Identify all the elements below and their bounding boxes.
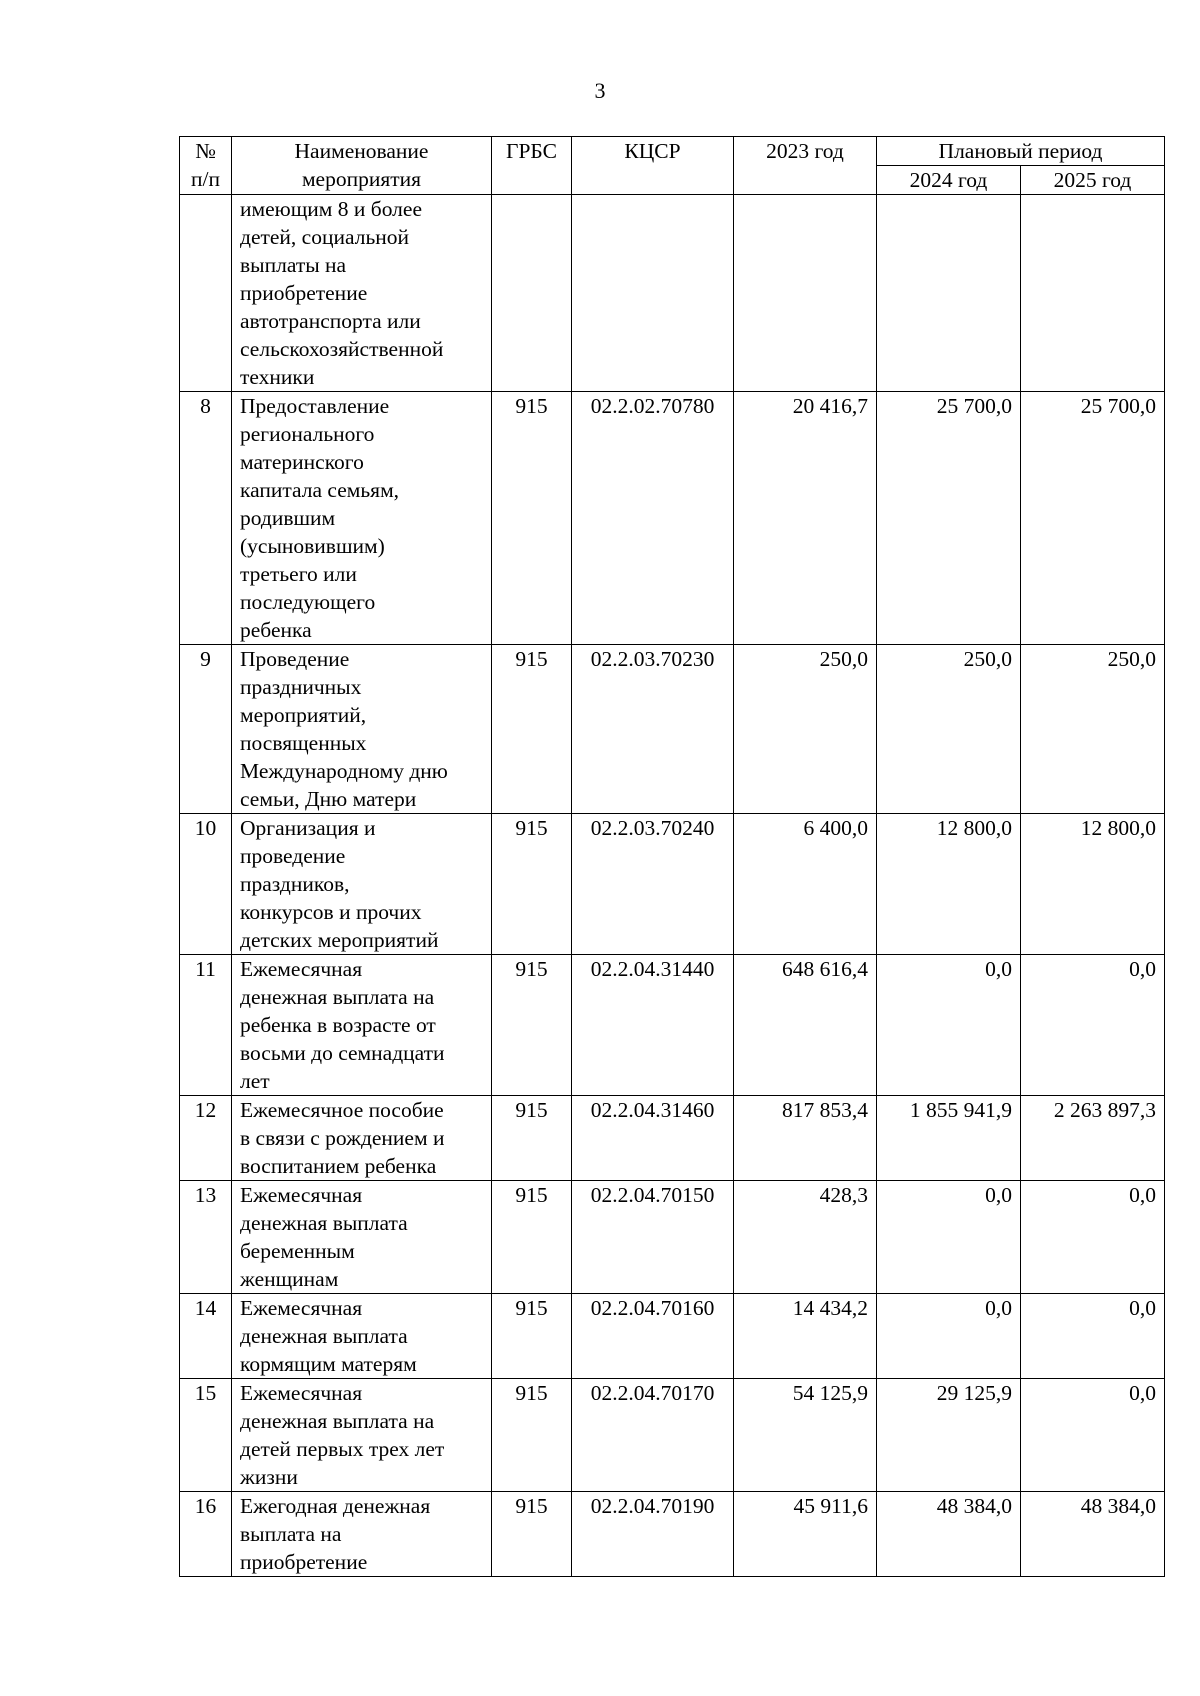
row-name-line: Международному дню bbox=[240, 759, 448, 783]
table-row bbox=[180, 195, 1165, 392]
row-value-2023: 6 400,0 bbox=[734, 814, 877, 955]
row-name-line: денежная выплата bbox=[240, 1211, 408, 1235]
page-number: 3 bbox=[594, 78, 606, 103]
row-name-line: ребенка в возрасте от bbox=[240, 1013, 436, 1037]
header-2025: 2025 год bbox=[1021, 166, 1165, 195]
row-name-line: жизни bbox=[240, 1465, 298, 1489]
row-number: 10 bbox=[180, 814, 232, 955]
row-name bbox=[232, 645, 492, 814]
row-value-2023: 428,3 bbox=[734, 1181, 877, 1294]
header-kcsr: КЦСР bbox=[572, 137, 734, 195]
row-value-2023 bbox=[734, 195, 877, 392]
row-grbs: 915 bbox=[492, 645, 572, 814]
row-name-line: последующего bbox=[240, 590, 376, 614]
row-name-line: лет bbox=[240, 1069, 270, 1093]
row-kcsr: 02.2.04.31440 bbox=[572, 955, 734, 1096]
row-value-2024: 48 384,0 bbox=[877, 1492, 1021, 1577]
row-name-line: Ежемесячная bbox=[240, 1183, 363, 1207]
row-name-line: праздников, bbox=[240, 872, 350, 896]
row-grbs: 915 bbox=[492, 1379, 572, 1492]
row-name-line: детей, социальной bbox=[240, 225, 410, 249]
table-row bbox=[180, 645, 1165, 814]
row-value-2024: 0,0 bbox=[877, 955, 1021, 1096]
row-number: 12 bbox=[180, 1096, 232, 1181]
row-number: 14 bbox=[180, 1294, 232, 1379]
header-2024: 2024 год bbox=[877, 166, 1021, 195]
row-name-line: праздничных bbox=[240, 675, 362, 699]
row-name-line: денежная выплата на bbox=[240, 985, 435, 1009]
row-grbs: 915 bbox=[492, 392, 572, 645]
row-value-2023: 45 911,6 bbox=[734, 1492, 877, 1577]
row-name-line: в связи с рождением и bbox=[240, 1126, 445, 1150]
row-name-line: имеющим 8 и более bbox=[240, 197, 422, 221]
row-kcsr: 02.2.04.70150 bbox=[572, 1181, 734, 1294]
row-name bbox=[232, 195, 492, 392]
row-name-line: Ежемесячная bbox=[240, 1381, 363, 1405]
row-value-2023: 250,0 bbox=[734, 645, 877, 814]
row-value-2024: 250,0 bbox=[877, 645, 1021, 814]
row-value-2025 bbox=[1021, 195, 1165, 392]
table-row bbox=[180, 1096, 1165, 1181]
row-value-2024: 0,0 bbox=[877, 1181, 1021, 1294]
row-name-line: кормящим матерям bbox=[240, 1352, 417, 1376]
row-value-2025: 2 263 897,3 bbox=[1021, 1096, 1165, 1181]
row-value-2024: 29 125,9 bbox=[877, 1379, 1021, 1492]
row-name-line: техники bbox=[240, 365, 315, 389]
table-row bbox=[180, 1294, 1165, 1379]
row-grbs bbox=[492, 195, 572, 392]
row-value-2025: 0,0 bbox=[1021, 1294, 1165, 1379]
row-number: 11 bbox=[180, 955, 232, 1096]
row-value-2025: 0,0 bbox=[1021, 1181, 1165, 1294]
header-name: Наименование мероприятия bbox=[232, 137, 492, 195]
row-name bbox=[232, 1181, 492, 1294]
row-name-line: выплата на bbox=[240, 1522, 342, 1546]
row-value-2023: 817 853,4 bbox=[734, 1096, 877, 1181]
row-name-line: денежная выплата bbox=[240, 1324, 408, 1348]
row-name bbox=[232, 1492, 492, 1577]
row-number bbox=[180, 195, 232, 392]
row-value-2023: 14 434,2 bbox=[734, 1294, 877, 1379]
table-row bbox=[180, 955, 1165, 1096]
row-name-line: конкурсов и прочих bbox=[240, 900, 422, 924]
row-name-line: Организация и bbox=[240, 816, 376, 840]
row-number: 16 bbox=[180, 1492, 232, 1577]
budget-table bbox=[179, 136, 1165, 1577]
row-name-line: (усыновившим) bbox=[240, 534, 385, 558]
row-name-line: Ежемесячное пособие bbox=[240, 1098, 444, 1122]
row-name-line: выплаты на bbox=[240, 253, 347, 277]
row-name-line: Ежегодная денежная bbox=[240, 1494, 431, 1518]
row-value-2025: 0,0 bbox=[1021, 955, 1165, 1096]
row-name-line: сельскохозяйственной bbox=[240, 337, 444, 361]
row-name-line: восьми до семнадцати bbox=[240, 1041, 445, 1065]
row-name-line: третьего или bbox=[240, 562, 357, 586]
row-name-line: ребенка bbox=[240, 618, 312, 642]
row-value-2025: 0,0 bbox=[1021, 1379, 1165, 1492]
row-name-line: капитала семьям, bbox=[240, 478, 400, 502]
row-value-2023: 648 616,4 bbox=[734, 955, 877, 1096]
table-row bbox=[180, 1379, 1165, 1492]
row-number: 15 bbox=[180, 1379, 232, 1492]
row-name-line: детей первых трех лет bbox=[240, 1437, 445, 1461]
row-name-line: беременным bbox=[240, 1239, 355, 1263]
row-name-line: воспитанием ребенка bbox=[240, 1154, 437, 1178]
row-name-line: приобретение bbox=[240, 281, 368, 305]
row-value-2024: 1 855 941,9 bbox=[877, 1096, 1021, 1181]
row-value-2025: 48 384,0 bbox=[1021, 1492, 1165, 1577]
row-name bbox=[232, 1096, 492, 1181]
row-value-2025: 25 700,0 bbox=[1021, 392, 1165, 645]
header-num: № п/п bbox=[180, 137, 232, 195]
row-name-line: приобретение bbox=[240, 1550, 368, 1574]
row-value-2024 bbox=[877, 195, 1021, 392]
row-name-line: материнского bbox=[240, 450, 364, 474]
row-number: 9 bbox=[180, 645, 232, 814]
row-value-2024: 0,0 bbox=[877, 1294, 1021, 1379]
row-name bbox=[232, 1379, 492, 1492]
row-grbs: 915 bbox=[492, 1181, 572, 1294]
row-name-line: Проведение bbox=[240, 647, 350, 671]
row-name-line: семьи, Дню матери bbox=[240, 787, 417, 811]
table-row bbox=[180, 1181, 1165, 1294]
row-kcsr: 02.2.02.70780 bbox=[572, 392, 734, 645]
row-value-2023: 20 416,7 bbox=[734, 392, 877, 645]
row-kcsr: 02.2.04.70190 bbox=[572, 1492, 734, 1577]
table-row bbox=[180, 1492, 1165, 1577]
row-number: 13 bbox=[180, 1181, 232, 1294]
table-row bbox=[180, 392, 1165, 645]
row-grbs: 915 bbox=[492, 1096, 572, 1181]
row-value-2025: 12 800,0 bbox=[1021, 814, 1165, 955]
row-name-line: посвященных bbox=[240, 731, 367, 755]
row-number: 8 bbox=[180, 392, 232, 645]
row-value-2025: 250,0 bbox=[1021, 645, 1165, 814]
row-value-2024: 25 700,0 bbox=[877, 392, 1021, 645]
row-name-line: денежная выплата на bbox=[240, 1409, 435, 1433]
row-kcsr: 02.2.03.70230 bbox=[572, 645, 734, 814]
row-name bbox=[232, 814, 492, 955]
row-kcsr: 02.2.04.70160 bbox=[572, 1294, 734, 1379]
row-name bbox=[232, 1294, 492, 1379]
header-2023: 2023 год bbox=[734, 137, 877, 195]
row-kcsr: 02.2.04.31460 bbox=[572, 1096, 734, 1181]
row-name-line: родившим bbox=[240, 506, 336, 530]
row-name-line: Предоставление bbox=[240, 394, 390, 418]
row-name-line: автотранспорта или bbox=[240, 309, 421, 333]
header-grbs: ГРБС bbox=[492, 137, 572, 195]
row-grbs: 915 bbox=[492, 955, 572, 1096]
row-name-line: женщинам bbox=[240, 1267, 339, 1291]
row-kcsr: 02.2.03.70240 bbox=[572, 814, 734, 955]
header-plan-period: Плановый период bbox=[877, 137, 1165, 166]
table-row bbox=[180, 814, 1165, 955]
row-name-line: детских мероприятий bbox=[240, 928, 439, 952]
row-name-line: Ежемесячная bbox=[240, 1296, 363, 1320]
row-grbs: 915 bbox=[492, 814, 572, 955]
row-grbs: 915 bbox=[492, 1492, 572, 1577]
row-name bbox=[232, 392, 492, 645]
row-name bbox=[232, 955, 492, 1096]
row-name-line: регионального bbox=[240, 422, 375, 446]
row-kcsr: 02.2.04.70170 bbox=[572, 1379, 734, 1492]
row-name-line: Ежемесячная bbox=[240, 957, 363, 981]
row-value-2024: 12 800,0 bbox=[877, 814, 1021, 955]
row-grbs: 915 bbox=[492, 1294, 572, 1379]
row-value-2023: 54 125,9 bbox=[734, 1379, 877, 1492]
row-name-line: мероприятий, bbox=[240, 703, 367, 727]
row-kcsr bbox=[572, 195, 734, 392]
table-body bbox=[180, 195, 1165, 1577]
row-name-line: проведение bbox=[240, 844, 346, 868]
